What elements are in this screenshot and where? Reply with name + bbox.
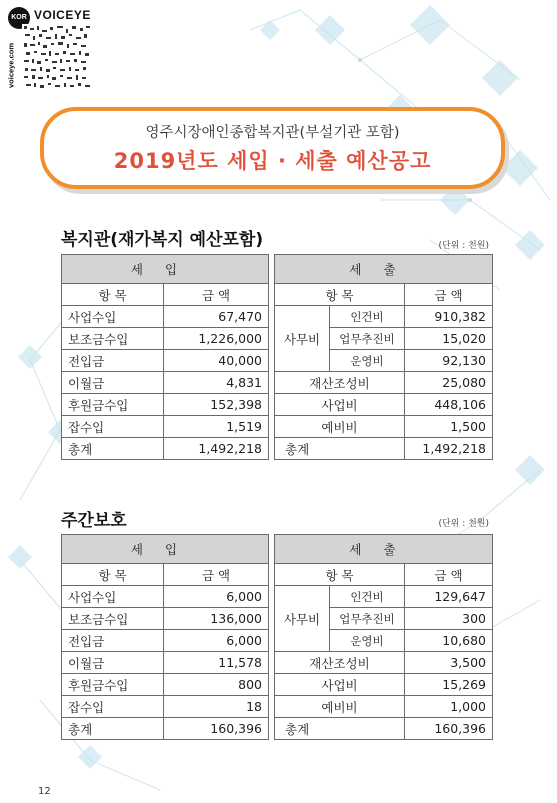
revenue-amount: 136,000 xyxy=(164,608,269,630)
revenue-total-label: 총계 xyxy=(62,438,164,460)
expense-item: 업무추진비 xyxy=(330,608,405,630)
title-banner xyxy=(40,107,505,189)
col-item-header: 항 목 xyxy=(62,564,164,586)
expense-item: 사업비 xyxy=(275,394,405,416)
expense-group: 사무비 xyxy=(275,306,330,372)
revenue-amount: 6,000 xyxy=(164,630,269,652)
col-amount-header: 금 액 xyxy=(405,564,493,586)
expense-amount: 1,500 xyxy=(405,416,493,438)
table-row xyxy=(62,674,493,696)
revenue-item: 이월금 xyxy=(62,652,164,674)
revenue-item: 잡수입 xyxy=(62,416,164,438)
revenue-total-amount: 1,492,218 xyxy=(164,438,269,460)
expense-item: 업무추진비 xyxy=(330,328,405,350)
revenue-total-amount: 160,396 xyxy=(164,718,269,740)
expense-header: 세출 xyxy=(275,255,493,284)
expense-amount: 3,500 xyxy=(405,652,493,674)
voiceye-block[interactable] xyxy=(4,3,94,93)
revenue-amount: 18 xyxy=(164,696,269,718)
col-item-header: 항 목 xyxy=(275,564,405,586)
expense-item: 운영비 xyxy=(330,350,405,372)
revenue-total-label: 총계 xyxy=(62,718,164,740)
voiceye-logo: VOICEYE xyxy=(34,8,91,22)
revenue-amount: 800 xyxy=(164,674,269,696)
expense-amount: 300 xyxy=(405,608,493,630)
expense-total-label: 총계 xyxy=(275,718,405,740)
expense-item: 예비비 xyxy=(275,696,405,718)
revenue-header: 세입 xyxy=(62,535,269,564)
revenue-item: 사업수입 xyxy=(62,306,164,328)
expense-group: 사무비 xyxy=(275,586,330,652)
table-row-total xyxy=(62,718,493,740)
revenue-item: 잡수입 xyxy=(62,696,164,718)
table-row xyxy=(62,372,493,394)
revenue-amount: 40,000 xyxy=(164,350,269,372)
col-amount-header: 금 액 xyxy=(164,564,269,586)
col-item-header: 항 목 xyxy=(275,284,405,306)
budget-table-welfare-center xyxy=(61,254,493,460)
revenue-amount: 1,226,000 xyxy=(164,328,269,350)
revenue-item: 후원금수입 xyxy=(62,674,164,696)
revenue-amount: 11,578 xyxy=(164,652,269,674)
revenue-item: 전입금 xyxy=(62,350,164,372)
revenue-item: 후원금수입 xyxy=(62,394,164,416)
expense-header: 세출 xyxy=(275,535,493,564)
section-title-day-care: 주간보호 xyxy=(61,511,127,531)
expense-amount: 15,269 xyxy=(405,674,493,696)
voiceye-url: voiceye.com xyxy=(6,42,16,89)
revenue-amount: 4,831 xyxy=(164,372,269,394)
expense-amount: 910,382 xyxy=(405,306,493,328)
col-item-header: 항 목 xyxy=(62,284,164,306)
revenue-item: 이월금 xyxy=(62,372,164,394)
table-row xyxy=(62,696,493,718)
table-row xyxy=(62,586,493,608)
expense-amount: 129,647 xyxy=(405,586,493,608)
kor-badge-icon: KOR xyxy=(8,7,30,29)
revenue-amount: 67,470 xyxy=(164,306,269,328)
expense-total-label: 총계 xyxy=(275,438,405,460)
table-row xyxy=(62,416,493,438)
expense-amount: 25,080 xyxy=(405,372,493,394)
expense-item: 사업비 xyxy=(275,674,405,696)
revenue-amount: 152,398 xyxy=(164,394,269,416)
banner-title: 2019년도 세입 · 세출 예산공고 xyxy=(113,149,432,173)
expense-item: 재산조성비 xyxy=(275,372,405,394)
expense-item: 운영비 xyxy=(330,630,405,652)
revenue-amount: 1,519 xyxy=(164,416,269,438)
revenue-item: 보조금수입 xyxy=(62,328,164,350)
revenue-item: 사업수입 xyxy=(62,586,164,608)
unit-label: (단위 : 천원) xyxy=(438,519,489,529)
expense-amount: 10,680 xyxy=(405,630,493,652)
revenue-amount: 6,000 xyxy=(164,586,269,608)
expense-amount: 15,020 xyxy=(405,328,493,350)
expense-total-amount: 160,396 xyxy=(405,718,493,740)
voiceye-code-icon xyxy=(22,24,92,92)
table-row xyxy=(62,394,493,416)
expense-total-amount: 1,492,218 xyxy=(405,438,493,460)
table-row xyxy=(62,306,493,328)
expense-amount: 1,000 xyxy=(405,696,493,718)
budget-table-day-care xyxy=(61,534,493,740)
expense-item: 인건비 xyxy=(330,306,405,328)
col-amount-header: 금 액 xyxy=(164,284,269,306)
expense-item: 인건비 xyxy=(330,586,405,608)
table-row-total xyxy=(62,438,493,460)
banner-subtitle: 영주시장애인종합복지관(부설기관 포함) xyxy=(145,125,400,141)
expense-item: 예비비 xyxy=(275,416,405,438)
unit-label: (단위 : 천원) xyxy=(438,241,489,251)
page-number: 12 xyxy=(38,786,51,797)
col-amount-header: 금 액 xyxy=(405,284,493,306)
expense-item: 재산조성비 xyxy=(275,652,405,674)
table-row xyxy=(62,652,493,674)
section-title-welfare-center: 복지관(재가복지 예산포함) xyxy=(61,230,264,250)
revenue-item: 보조금수입 xyxy=(62,608,164,630)
expense-amount: 92,130 xyxy=(405,350,493,372)
expense-amount: 448,106 xyxy=(405,394,493,416)
revenue-item: 전입금 xyxy=(62,630,164,652)
revenue-header: 세입 xyxy=(62,255,269,284)
